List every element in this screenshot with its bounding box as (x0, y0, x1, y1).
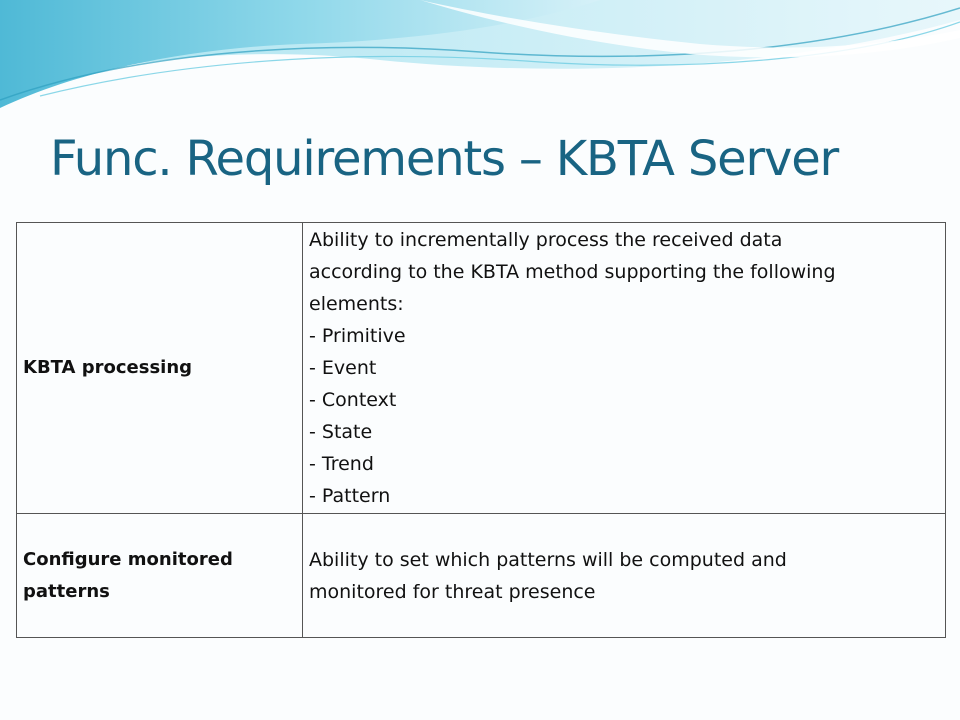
table-row (17, 514, 946, 638)
description-line: elements: (309, 293, 404, 315)
requirement-name-cell (17, 223, 303, 514)
header-wave-decoration (0, 0, 960, 120)
requirement-name: KBTA processing (23, 357, 193, 378)
slide-title: Func. Requirements – KBTA Server (50, 131, 839, 187)
element-item-state: - State (309, 421, 373, 443)
element-item-primitive: - Primitive (309, 325, 406, 347)
element-item-pattern: - Pattern (309, 485, 391, 507)
element-item-event: - Event (309, 357, 377, 379)
element-item-trend: - Trend (309, 453, 374, 475)
requirement-description-cell (303, 514, 946, 638)
element-item-context: - Context (309, 389, 397, 411)
description-line: Ability to incrementally process the received data (309, 229, 783, 251)
requirement-description-cell (303, 223, 946, 514)
requirement-name-line: Configure monitored (23, 548, 233, 570)
description-line: Ability to set which patterns will be computed and (309, 548, 787, 571)
requirements-table (16, 222, 946, 638)
table-row (17, 223, 946, 514)
requirement-name-cell (17, 514, 303, 638)
description-line: monitored for threat presence (309, 580, 596, 603)
requirement-name-line: patterns (23, 580, 110, 602)
description-line: according to the KBTA method supporting the following (309, 261, 836, 283)
